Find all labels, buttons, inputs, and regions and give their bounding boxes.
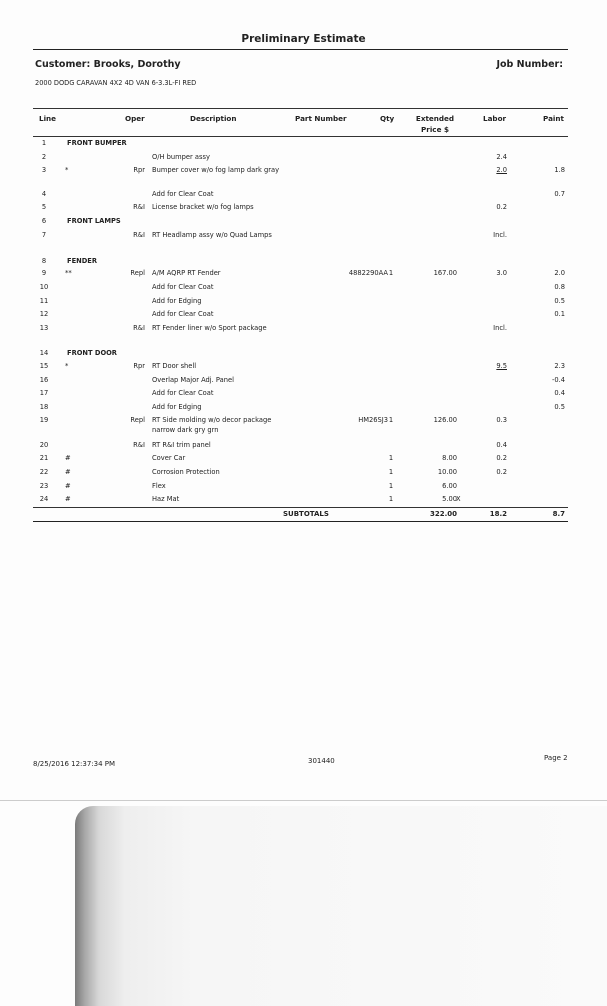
vehicle-description: 2000 DODG CARAVAN 4X2 4D VAN 6-3.3L-FI RED (35, 79, 197, 87)
description: RT Fender liner w/o Sport package (152, 324, 267, 332)
description: Bumper cover w/o fog lamp dark gray (152, 166, 280, 174)
line-number: 19 (39, 416, 49, 424)
col-extended-price-2: Price $ (421, 125, 449, 134)
line-number: 14 (39, 349, 49, 357)
job-number-label: Job Number: (496, 59, 563, 70)
footer-timestamp: 8/25/2016 12:37:34 PM (33, 760, 116, 768)
col-description: Description (190, 114, 237, 123)
subtotals-paint: 8.7 (552, 510, 565, 518)
section-heading: FRONT LAMPS (67, 217, 121, 225)
section-heading: FENDER (67, 257, 98, 265)
section-heading: FRONT DOOR (67, 349, 117, 357)
line-number: 1 (41, 139, 47, 147)
operation: R&I (133, 231, 145, 239)
operation: R&I (133, 441, 145, 449)
labor-hours: 0.4 (496, 441, 507, 449)
subtotals-price: 322.00 (429, 510, 457, 518)
description: O/H bumper assy (152, 153, 210, 161)
line-number: 22 (39, 468, 49, 476)
line-number: 2 (41, 153, 47, 161)
customer-name: Customer: Brooks, Dorothy (35, 59, 181, 70)
line-number: 16 (39, 376, 49, 384)
labor-hours: 9.5 (496, 362, 507, 370)
paint-hours: 0.5 (554, 403, 565, 411)
line-number: 7 (41, 231, 47, 239)
page-title: Preliminary Estimate (241, 33, 366, 45)
line-number: 20 (39, 441, 49, 449)
line-number: 10 (39, 283, 49, 291)
operation: R&I (133, 324, 145, 332)
footer-page: Page 2 (544, 754, 568, 762)
labor-hours: 2.4 (496, 153, 507, 161)
line-marker: * (65, 166, 69, 174)
line-marker: ** (65, 269, 72, 277)
labor-hours: 0.2 (496, 468, 507, 476)
labor-hours: 0.2 (496, 454, 507, 462)
paint-hours: 2.0 (554, 269, 565, 277)
quantity: 1 (388, 495, 394, 503)
col-line: Line (39, 114, 57, 123)
col-qty: Qty (380, 114, 395, 123)
labor-hours: 3.0 (496, 269, 507, 277)
description: Add for Edging (152, 297, 202, 305)
line-number: 15 (39, 362, 49, 370)
subtotals-row (33, 507, 568, 522)
subtotals-labor: 18.2 (489, 510, 507, 518)
title-rule (33, 49, 568, 50)
operation: Repl (130, 269, 145, 277)
description: RT Door shell (152, 362, 197, 370)
description: Flex (152, 482, 166, 490)
description: Haz Mat (152, 495, 180, 503)
operation: Repl (130, 416, 145, 424)
paint-hours: 0.1 (554, 310, 565, 318)
description: License bracket w/o fog lamps (152, 203, 254, 211)
line-marker: * (65, 362, 69, 370)
quantity: 1 (388, 454, 394, 462)
line-marker: # (65, 482, 71, 490)
quantity: 1 (388, 468, 394, 476)
line-marker: # (65, 495, 71, 503)
line-number: 12 (39, 310, 49, 318)
line-number: 11 (39, 297, 49, 305)
paint-hours: 0.8 (554, 283, 565, 291)
paint-hours: 1.8 (554, 166, 565, 174)
part-number: 4882290AA (348, 269, 388, 277)
line-number: 3 (41, 166, 47, 174)
col-extended-price (409, 113, 461, 135)
labor-hours: 2.0 (496, 166, 507, 174)
extended-price: 167.00 (433, 269, 457, 277)
line-marker: # (65, 468, 71, 476)
labor-hours: Incl. (493, 231, 507, 239)
labor-hours: 0.3 (496, 416, 507, 424)
line-number: 9 (41, 269, 47, 277)
price-flag: X (456, 495, 461, 503)
scanner-shadow (75, 806, 607, 1006)
line-number: 5 (41, 203, 47, 211)
line-number: 18 (39, 403, 49, 411)
paint-hours: 0.4 (554, 389, 565, 397)
description: RT Headlamp assy w/o Quad Lamps (152, 231, 272, 239)
col-labor: Labor (483, 114, 507, 123)
paint-hours: -0.4 (551, 376, 565, 384)
subtotals-label: SUBTOTALS (283, 510, 329, 518)
labor-hours: 0.2 (496, 203, 507, 211)
line-number: 6 (41, 217, 47, 225)
line-number: 21 (39, 454, 49, 462)
col-paint: Paint (543, 114, 564, 123)
extended-price: 5.00 (442, 495, 457, 503)
labor-hours: Incl. (493, 324, 507, 332)
description: A/M AQRP RT Fender (152, 269, 221, 277)
paint-hours: 0.5 (554, 297, 565, 305)
description: Add for Edging (152, 403, 202, 411)
operation: Rpr (133, 166, 145, 174)
description: RT Side molding w/o decor package narrow dark gry grn (152, 416, 272, 434)
quantity: 1 (388, 269, 394, 277)
description: Add for Clear Coat (152, 283, 214, 291)
part-number: HM26SJ3 (358, 416, 388, 424)
line-number: 4 (41, 190, 47, 198)
col-part-number: Part Number (295, 114, 347, 123)
scan-edge (0, 800, 607, 801)
quantity: 1 (388, 416, 394, 424)
table-header (33, 108, 568, 137)
line-marker: # (65, 454, 71, 462)
line-number: 13 (39, 324, 49, 332)
paint-hours: 0.7 (554, 190, 565, 198)
line-number: 24 (39, 495, 49, 503)
line-number: 17 (39, 389, 49, 397)
footer-doc-id: 301440 (308, 757, 335, 765)
extended-price: 10.00 (437, 468, 457, 476)
col-extended-price-1: Extended (415, 114, 455, 123)
extended-price: 126.00 (433, 416, 457, 424)
quantity: 1 (388, 482, 394, 490)
description: Add for Clear Coat (152, 389, 214, 397)
col-oper: Oper (125, 114, 145, 123)
line-number: 23 (39, 482, 49, 490)
line-number: 8 (41, 257, 47, 265)
description: Corrosion Protection (152, 468, 220, 476)
description: Add for Clear Coat (152, 190, 214, 198)
description: Cover Car (152, 454, 186, 462)
extended-price: 6.00 (442, 482, 457, 490)
operation: R&I (133, 203, 145, 211)
description: Overlap Major Adj. Panel (152, 376, 234, 384)
extended-price: 8.00 (442, 454, 457, 462)
description: RT R&I trim panel (152, 441, 211, 449)
operation: Rpr (133, 362, 145, 370)
section-heading: FRONT BUMPER (67, 139, 127, 147)
paint-hours: 2.3 (554, 362, 565, 370)
description: Add for Clear Coat (152, 310, 214, 318)
